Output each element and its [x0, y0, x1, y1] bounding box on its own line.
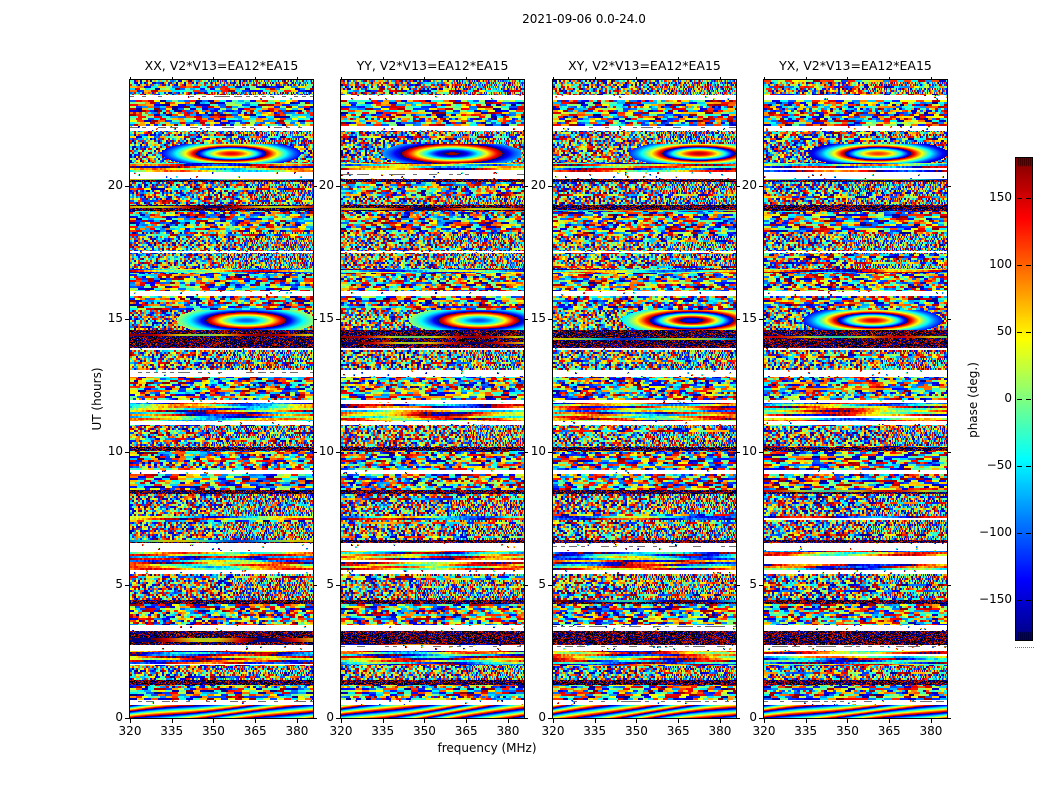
y-tick [125, 186, 129, 187]
y-tick [759, 718, 763, 719]
x-tick [764, 719, 765, 723]
y-tick-label: 5 [749, 577, 757, 592]
y-tick-label: 20 [107, 178, 123, 193]
x-tick-top [213, 77, 214, 80]
x-tick-label: 365 [454, 724, 478, 738]
colorbar-tick [1017, 265, 1022, 266]
colorbar-tick-label: 0 [1004, 391, 1012, 405]
y-tick-label: 20 [530, 178, 546, 193]
x-tick-label: 380 [496, 724, 520, 738]
colorbar-tick [1026, 198, 1031, 199]
y-tick-label: 0 [749, 710, 757, 724]
x-tick-top [889, 77, 890, 80]
y-tick-label: 20 [741, 178, 757, 193]
colorbar-tick-label: 50 [996, 324, 1012, 339]
x-tick-label: 320 [541, 724, 565, 738]
y-tick [548, 585, 552, 586]
colorbar-tick [1017, 533, 1022, 534]
phase-heatmap-canvas [341, 80, 524, 718]
y-tick-label: 10 [530, 444, 546, 459]
x-tick [931, 719, 932, 723]
colorbar-tick [1026, 332, 1031, 333]
x-tick-label: 350 [202, 724, 225, 738]
subplot-title-xx: XX, V2*V13=EA12*EA15 [144, 58, 299, 73]
x-tick-label: 335 [371, 724, 395, 738]
colorbar-tick [1017, 600, 1022, 601]
colorbar-label: phase (deg.) [966, 362, 980, 438]
colorbar-tick [1017, 332, 1022, 333]
x-tick [130, 719, 131, 723]
phase-heatmap-canvas [553, 80, 736, 718]
x-tick [341, 719, 342, 723]
y-tick-label: 10 [741, 444, 757, 459]
x-tick [383, 719, 384, 723]
y-tick [548, 186, 552, 187]
x-tick-top [341, 77, 342, 80]
y-tick [548, 452, 552, 453]
x-tick-top [847, 77, 848, 80]
colorbar-tick [1026, 533, 1031, 534]
colorbar-tick [1026, 265, 1031, 266]
x-tick-top [424, 77, 425, 80]
x-tick-label: 335 [160, 724, 184, 738]
y-tick [336, 319, 340, 320]
x-tick-label: 380 [919, 724, 943, 738]
x-tick-top [806, 77, 807, 80]
y-tick [125, 319, 129, 320]
x-tick-label: 365 [243, 724, 267, 738]
colorbar-tick [1026, 600, 1031, 601]
subplot-title-xy: XY, V2*V13=EA12*EA15 [568, 58, 721, 73]
x-tick-top [297, 77, 298, 80]
x-tick-top [130, 77, 131, 80]
subplot-title-yy: YY, V2*V13=EA12*EA15 [356, 58, 509, 73]
x-tick-top [383, 77, 384, 80]
colorbar-tick-label: 150 [989, 190, 1012, 205]
x-tick-top [595, 77, 596, 80]
x-tick-label: 320 [118, 724, 142, 738]
x-tick-top [508, 77, 509, 80]
y-tick-label: 0 [538, 710, 546, 724]
phase-heatmap-canvas [130, 80, 313, 718]
y-tick [548, 319, 552, 320]
x-tick [553, 719, 554, 723]
x-tick [595, 719, 596, 723]
colorbar-dotted-line [1015, 647, 1034, 648]
x-tick-label: 320 [329, 724, 353, 738]
x-tick [466, 719, 467, 723]
x-tick [847, 719, 848, 723]
colorbar-tick-label: −150 [979, 591, 1012, 606]
y-tick-label: 15 [530, 311, 546, 326]
colorbar-tick [1017, 198, 1022, 199]
x-tick [806, 719, 807, 723]
x-tick [636, 719, 637, 723]
figure-title: 2021-09-06 0.0-24.0 [522, 12, 646, 26]
y-tick [759, 452, 763, 453]
y-tick [336, 186, 340, 187]
y-tick-label: 0 [326, 710, 334, 724]
y-tick [336, 452, 340, 453]
x-tick [424, 719, 425, 723]
y-tick-label: 20 [318, 178, 334, 193]
colorbar-tick-label: −100 [979, 524, 1012, 539]
x-tick [508, 719, 509, 723]
colorbar-tick [1017, 466, 1022, 467]
y-tick-label: 15 [107, 311, 123, 326]
x-tick-top [172, 77, 173, 80]
y-tick-label: 10 [107, 444, 123, 459]
x-tick-label: 350 [413, 724, 436, 738]
x-tick-top [466, 77, 467, 80]
y-tick [759, 585, 763, 586]
x-tick-top [636, 77, 637, 80]
y-tick-label: 15 [318, 311, 334, 326]
y-tick-right [948, 585, 951, 586]
y-tick [336, 585, 340, 586]
y-tick [125, 452, 129, 453]
y-tick [759, 186, 763, 187]
x-tick-top [764, 77, 765, 80]
y-tick [125, 585, 129, 586]
y-tick [336, 718, 340, 719]
colorbar-tick [1026, 399, 1031, 400]
x-tick-label: 335 [794, 724, 818, 738]
x-tick [297, 719, 298, 723]
y-axis-label: UT (hours) [90, 367, 104, 431]
x-tick [889, 719, 890, 723]
colorbar-tick-label: −50 [986, 457, 1012, 472]
x-tick [678, 719, 679, 723]
x-axis-label: frequency (MHz) [437, 741, 537, 755]
y-tick-label: 5 [115, 577, 123, 592]
colorbar-tick-label: 100 [989, 257, 1012, 272]
y-tick [125, 718, 129, 719]
colorbar-tick [1017, 399, 1022, 400]
colorbar-tick [1026, 466, 1031, 467]
x-tick-label: 335 [583, 724, 607, 738]
x-tick-label: 320 [752, 724, 776, 738]
x-tick-top [255, 77, 256, 80]
y-tick-label: 0 [115, 710, 123, 724]
phase-heatmap-canvas [764, 80, 947, 718]
y-tick-right [948, 319, 951, 320]
x-tick-top [720, 77, 721, 80]
x-tick-top [931, 77, 932, 80]
x-tick-label: 365 [877, 724, 901, 738]
x-tick-label: 380 [285, 724, 309, 738]
y-tick-label: 5 [538, 577, 546, 592]
y-tick-label: 10 [318, 444, 334, 459]
x-tick-top [678, 77, 679, 80]
x-tick-label: 350 [836, 724, 859, 738]
x-tick [255, 719, 256, 723]
y-tick-right [948, 186, 951, 187]
x-tick-label: 380 [708, 724, 732, 738]
y-tick [759, 319, 763, 320]
x-tick [172, 719, 173, 723]
x-tick-top [553, 77, 554, 80]
x-tick [720, 719, 721, 723]
y-tick-right [948, 718, 951, 719]
x-tick-label: 365 [666, 724, 690, 738]
y-tick [548, 718, 552, 719]
x-tick [213, 719, 214, 723]
subplot-title-yx: YX, V2*V13=EA12*EA15 [779, 58, 932, 73]
y-tick-label: 5 [326, 577, 334, 592]
y-tick-label: 15 [741, 311, 757, 326]
x-tick-label: 350 [625, 724, 648, 738]
y-tick-right [948, 452, 951, 453]
